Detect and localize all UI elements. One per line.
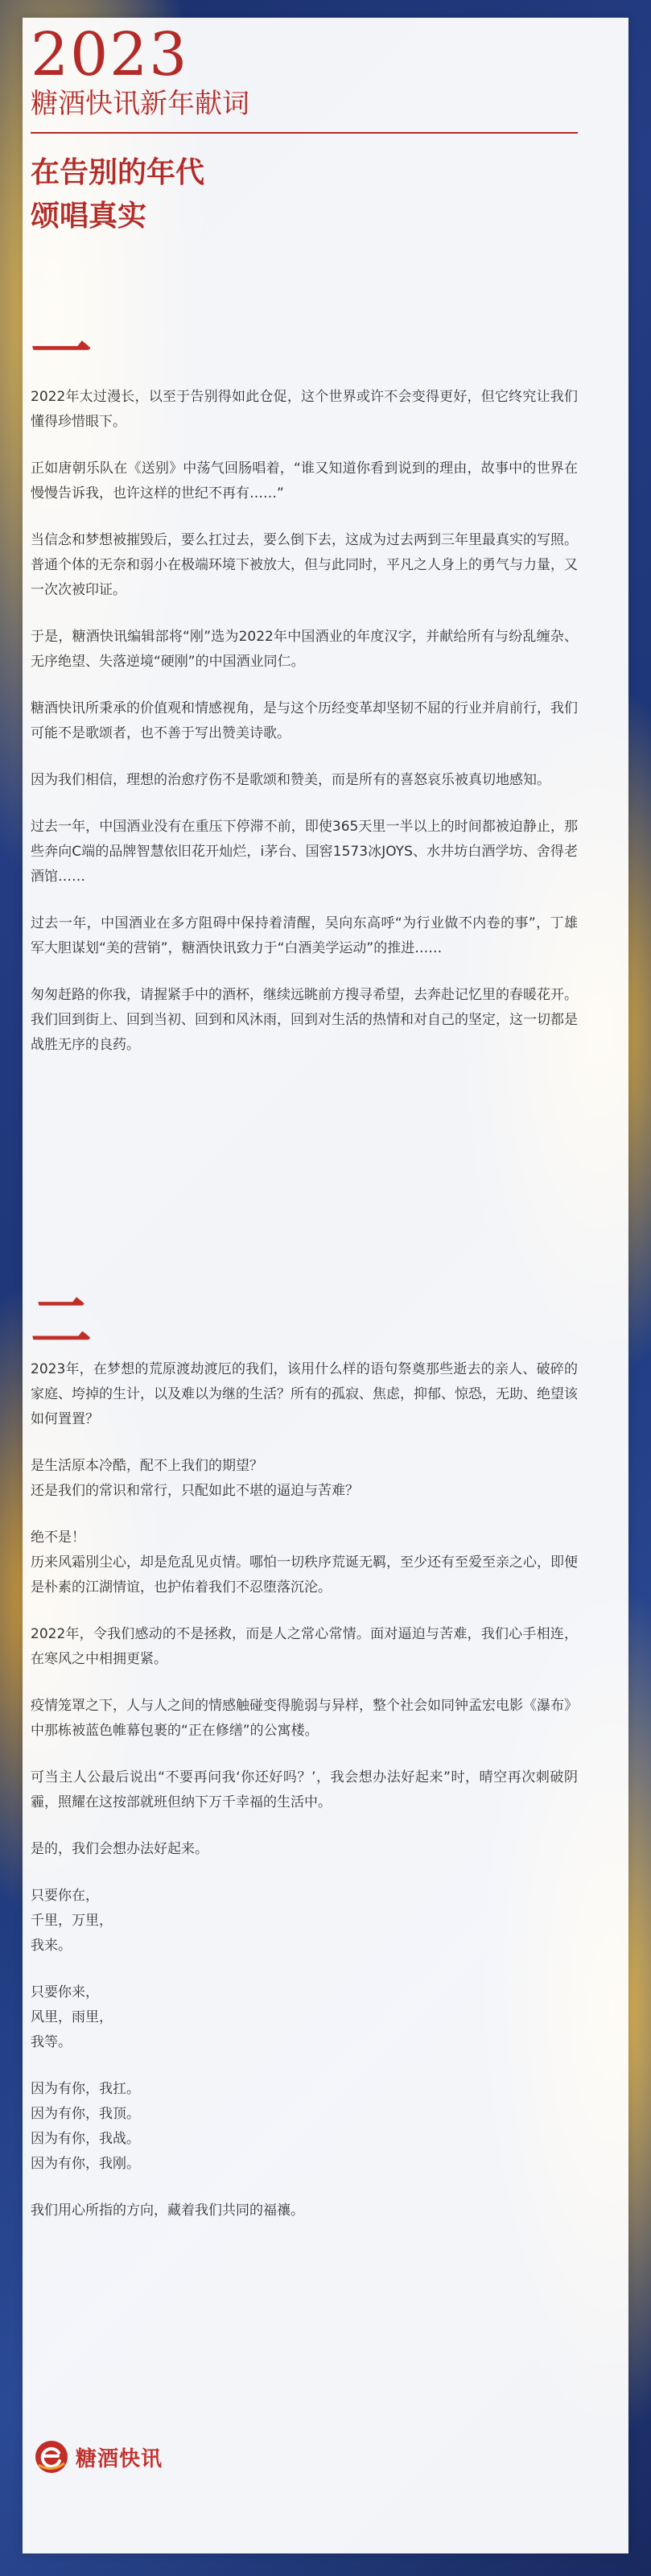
paragraph: 因为有你，我扛。 因为有你，我顶。 因为有你，我战。 因为有你，我刚。	[31, 2081, 140, 2172]
paragraph: 当信念和梦想被摧毁后，要么扛过去，要么倒下去，这成为过去两到三年里最真实的写照。普通个体的无奈和弱小在极端环境下被放大，但与此同时，平凡之人身上的勇气与力量，又一次次被印证。	[31, 532, 578, 598]
paragraph: 疫情笼罩之下，人与人之间的情感触碰变得脆弱与异样，整个社会如同钟孟宏电影《瀑布》中那栋被蓝色帷幕包裹的“正在修缮”的公寓楼。	[31, 1698, 578, 1739]
paragraph: 2023年，在梦想的荒原渡劫渡厄的我们，该用什么样的语句祭奠那些逝去的亲人、破碎的家庭、垮掉的生计，以及难以为继的生活？所有的孤寂、焦虑，抑郁、惊恐，无助、绝望该如何置置？	[31, 1361, 578, 1427]
paragraph: 因为我们相信，理想的治愈疗伤不是歌颂和赞美，而是所有的喜怒哀乐被真切地感知。	[31, 772, 550, 788]
brand-name: 糖酒快讯	[76, 2446, 163, 2471]
paragraph: 只要你来， 风里，雨里， 我等。	[31, 1984, 113, 2050]
header	[31, 20, 578, 238]
headline-line-1: 在告别的年代	[31, 156, 205, 189]
paragraph: 绝不是！ 历来风霜別尘心，却是危乱见贞情。哪怕一切秩序荒诞无羁，至少还有至爱至亲之心，即便是朴素的江湖情谊，也护佑着我们不忍堕落沉沦。	[31, 1530, 578, 1596]
headline-line-2: 颂唱真实	[31, 200, 147, 233]
paragraph: 我们用心所指的方向，藏着我们共同的福禳。	[31, 2202, 304, 2219]
paragraph: 过去一年，中国酒业没有在重压下停滞不前，即使365天里一半以上的时间都被迫静止，那些奔向C端的品牌智慧依旧花开灿烂，i茅台、国窖1573冰JOYS、水井坊白酒学坊、舍得老酒馆……	[31, 819, 578, 885]
paragraph: 正如唐朝乐队在《送别》中荡气回肠唱着，“谁又知道你看到说到的理由，故事中的世界在慢慢告诉我，也许这样的世纪不再有……”	[31, 460, 578, 502]
paragraph: 糖酒快讯所秉承的价值观和情感视角，是与这个历经变革却坚韧不屈的行业并肩前行，我们可能不是歌颂者，也不善于写出赞美诗歌。	[31, 700, 578, 741]
paragraph: 可当主人公最后说出“不要再问我‘你还好吗？’，我会想办法好起来”时，晴空再次刺破阴霾，照耀在这按部就班但纳下万千幸福的生活中。	[31, 1769, 578, 1810]
paragraph: 是生活原本冷酷，配不上我们的期望？ 还是我们的常识和常行，只配如此不堪的逼迫与苦难？	[31, 1458, 359, 1499]
paragraph: 匆匆赶路的你我，请握紧手中的酒杯，继续远眺前方搜寻希望，去奔赴记忆里的春暖花开。我们回到街上、回到当初、回到和风沐雨，回到对生活的热情和对自己的坚定，这一切都是战胜无序的良药。	[31, 987, 578, 1053]
paragraph: 2022年太过漫长，以至于告别得如此仓促，这个世界或许不会变得更好，但它终究让我们懂得珍惜眼下。	[31, 389, 578, 430]
paragraph: 于是，糖酒快讯编辑部将“刚”选为2022年中国酒业的年度汉字，并献给所有与纷乱缠杂、无序绝望、失落逆境“硬刚”的中国酒业同仁。	[31, 629, 578, 670]
headline	[31, 151, 578, 238]
header-divider	[31, 132, 578, 134]
paragraph: 只要你在， 千里，万里， 我来。	[31, 1888, 113, 1954]
year-title: 2023	[31, 20, 189, 89]
paragraph: 2022年，令我们感动的不是拯救，而是人之常心常情。面对逼迫与苦难，我们心手相连，在寒风之中相拥更紧。	[31, 1626, 578, 1667]
paragraph: 是的，我们会想办法好起来。	[31, 1841, 208, 1857]
brand-logo	[34, 2439, 163, 2475]
section-number-2: 二	[31, 1286, 92, 1357]
brand-e-logo-icon	[34, 2439, 69, 2475]
paragraph: 过去一年，中国酒业在多方阻碍中保持着清醒，吴向东高呼“为行业做不内卷的事”，丁雄军大胆谋划“美的营销”，糖酒快讯致力于“白酒美学运动”的推进……	[31, 915, 578, 956]
section-1-body	[31, 385, 578, 1080]
section-2-body	[31, 1357, 578, 2245]
page-subtitle: 糖酒快讯新年献词	[31, 88, 249, 120]
section-number-1: 一	[31, 316, 92, 388]
